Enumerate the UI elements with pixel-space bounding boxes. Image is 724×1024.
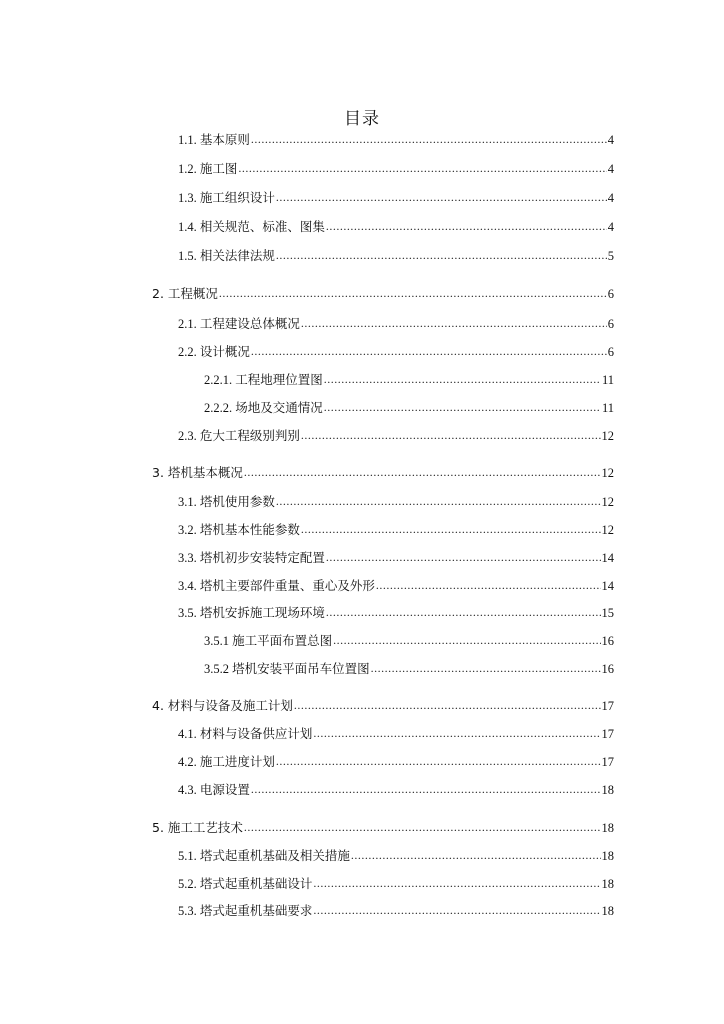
toc-entry-25[interactable] <box>178 845 614 867</box>
toc-entry-page-number: 16 <box>601 662 614 676</box>
toc-entry-page-number: 4 <box>607 162 614 176</box>
toc-entry-12[interactable] <box>152 462 614 484</box>
toc-entry-page-number: 12 <box>601 466 614 480</box>
toc-entry-label: 3.4. 塔机主要部件重量、重心及外形 <box>178 579 375 593</box>
toc-dot-leader <box>313 899 600 921</box>
toc-dot-leader <box>276 490 601 512</box>
toc-entry-label: 2.2.2. 场地及交通情况 <box>204 401 323 415</box>
toc-entry-3[interactable] <box>178 187 614 209</box>
toc-entry-label: 2.1. 工程建设总体概况 <box>178 317 300 331</box>
toc-entry-page-number: 11 <box>601 401 614 415</box>
toc-entry-label: 2.2.1. 工程地理位置图 <box>204 373 323 387</box>
toc-entry-13[interactable] <box>178 491 614 513</box>
toc-entry-label: 3.2. 塔机基本性能参数 <box>178 523 300 537</box>
toc-entry-page-number: 12 <box>601 523 614 537</box>
toc-dot-leader <box>251 128 607 150</box>
toc-dot-leader <box>313 722 600 744</box>
toc-entry-label: 3.1. 塔机使用参数 <box>178 495 275 509</box>
toc-dot-leader <box>301 312 607 334</box>
toc-dot-leader <box>376 574 601 596</box>
toc-dot-leader <box>219 282 607 304</box>
toc-dot-leader <box>251 778 601 800</box>
toc-dot-leader <box>324 396 601 418</box>
toc-entry-label: 1.2. 施工图 <box>178 162 238 176</box>
toc-entry-page-number: 11 <box>601 373 614 387</box>
toc-entry-26[interactable] <box>178 873 614 895</box>
toc-entry-label: 4.2. 施工进度计划 <box>178 755 275 769</box>
toc-entry-label: 3.5.1 施工平面布置总图 <box>204 634 333 648</box>
toc-entry-label: 3.5.2 塔机安装平面吊车位置图 <box>204 662 370 676</box>
toc-entry-5[interactable] <box>178 245 614 267</box>
toc-dot-leader <box>326 215 607 237</box>
toc-entry-label: 3. 塔机基本概况 <box>152 465 243 480</box>
page-title: 目录 <box>344 109 380 128</box>
toc-dot-leader <box>276 244 607 266</box>
toc-entry-page-number: 17 <box>601 699 614 713</box>
toc-entry-14[interactable] <box>178 519 614 541</box>
toc-entry-label: 5. 施工工艺技术 <box>152 820 243 835</box>
toc-entry-page-number: 18 <box>601 877 614 891</box>
toc-entry-label: 1.3. 施工组织设计 <box>178 191 275 205</box>
toc-entry-2[interactable] <box>178 158 614 180</box>
toc-dot-leader <box>301 424 601 446</box>
toc-entry-page-number: 6 <box>607 345 614 359</box>
toc-entry-label: 4.1. 材料与设备供应计划 <box>178 727 313 741</box>
toc-entry-6[interactable] <box>152 283 614 305</box>
toc-entry-23[interactable] <box>178 779 614 801</box>
toc-entry-page-number: 16 <box>601 634 614 648</box>
toc-entry-24[interactable] <box>152 817 614 839</box>
toc-entry-page-number: 15 <box>601 606 614 620</box>
toc-dot-leader <box>294 694 601 716</box>
toc-entry-page-number: 12 <box>601 429 614 443</box>
toc-entry-label: 4. 材料与设备及施工计划 <box>152 698 293 713</box>
toc-entry-label: 2. 工程概况 <box>152 286 218 301</box>
toc-entry-label: 2.2. 设计概况 <box>178 345 250 359</box>
toc-dot-leader <box>326 601 601 623</box>
toc-entry-22[interactable] <box>178 751 614 773</box>
toc-entry-label: 2.3. 危大工程级别判别 <box>178 429 300 443</box>
toc-dot-leader <box>351 844 601 866</box>
toc-dot-leader <box>333 629 600 651</box>
toc-entry-1[interactable] <box>178 129 614 151</box>
toc-entry-label: 5.2. 塔式起重机基础设计 <box>178 877 313 891</box>
toc-entry-page-number: 14 <box>601 551 614 565</box>
toc-entry-page-number: 4 <box>607 220 614 234</box>
toc-dot-leader <box>251 340 607 362</box>
toc-entry-19[interactable] <box>204 658 614 680</box>
toc-entry-page-number: 6 <box>607 317 614 331</box>
toc-dot-leader <box>244 461 601 483</box>
toc-entry-label: 1.1. 基本原则 <box>178 133 250 147</box>
toc-entry-page-number: 17 <box>601 755 614 769</box>
toc-dot-leader <box>326 546 601 568</box>
toc-entry-page-number: 6 <box>607 287 614 301</box>
toc-dot-leader <box>301 518 601 540</box>
toc-entry-label: 1.4. 相关规范、标准、图集 <box>178 220 325 234</box>
toc-entry-16[interactable] <box>178 575 614 597</box>
toc-entry-10[interactable] <box>204 397 614 419</box>
toc-dot-leader <box>276 750 601 772</box>
toc-entry-page-number: 18 <box>601 904 614 918</box>
toc-entry-21[interactable] <box>178 723 614 745</box>
toc-entry-27[interactable] <box>178 900 614 922</box>
toc-entry-page-number: 14 <box>601 579 614 593</box>
toc-entry-page-number: 5 <box>607 249 614 263</box>
toc-entry-page-number: 17 <box>601 727 614 741</box>
toc-entry-label: 4.3. 电源设置 <box>178 783 250 797</box>
toc-dot-leader <box>244 816 601 838</box>
toc-dot-leader <box>313 872 600 894</box>
toc-dot-leader <box>371 657 601 679</box>
toc-entry-17[interactable] <box>178 602 614 624</box>
toc-dot-leader <box>276 186 607 208</box>
toc-entry-20[interactable] <box>152 695 614 717</box>
toc-dot-leader <box>238 157 606 179</box>
toc-entry-label: 3.3. 塔机初步安装特定配置 <box>178 551 325 565</box>
toc-entry-page-number: 18 <box>601 821 614 835</box>
toc-entry-11[interactable] <box>178 425 614 447</box>
toc-entry-7[interactable] <box>178 313 614 335</box>
toc-dot-leader <box>324 368 601 390</box>
toc-entry-18[interactable] <box>204 630 614 652</box>
toc-entry-page-number: 12 <box>601 495 614 509</box>
toc-entry-15[interactable] <box>178 547 614 569</box>
toc-entry-page-number: 18 <box>601 849 614 863</box>
toc-entry-label: 5.3. 塔式起重机基础要求 <box>178 904 313 918</box>
toc-entry-4[interactable] <box>178 216 614 238</box>
toc-entry-page-number: 4 <box>607 191 614 205</box>
toc-entry-label: 5.1. 塔式起重机基础及相关措施 <box>178 849 350 863</box>
toc-entry-label: 3.5. 塔机安拆施工现场环境 <box>178 606 325 620</box>
toc-entry-label: 1.5. 相关法律法规 <box>178 249 275 263</box>
toc-entry-9[interactable] <box>204 369 614 391</box>
toc-entry-page-number: 18 <box>601 783 614 797</box>
toc-entry-page-number: 4 <box>607 133 614 147</box>
toc-entry-8[interactable] <box>178 341 614 363</box>
